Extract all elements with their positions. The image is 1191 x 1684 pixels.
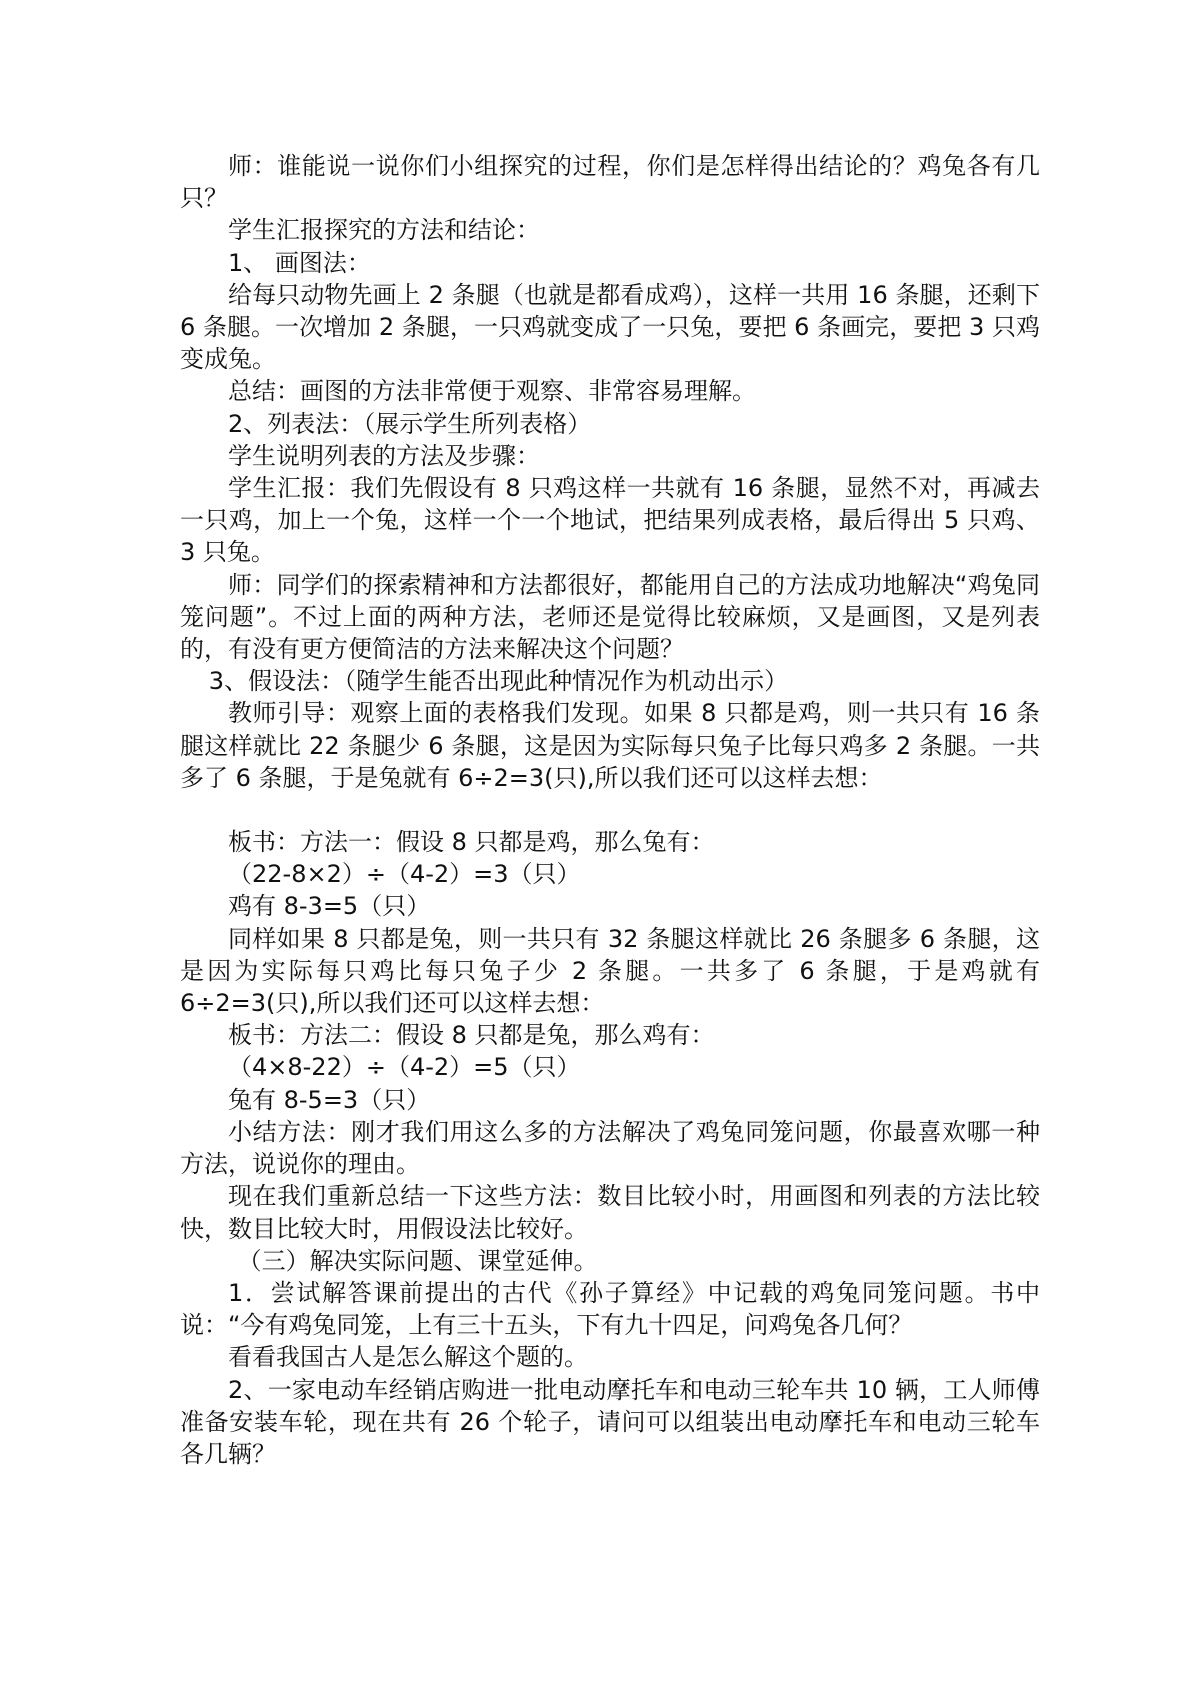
paragraph-rabbit-assumption: 同样如果 8 只都是兔，则一共只有 32 条腿这样就比 26 条腿多 6 条腿，这是因为实际每只鸡比每只兔子少 2 条腿。一共多了 6 条腿，于是鸡就有 6÷2=3(只),所以我们还可以这样去想：: [180, 924, 1040, 1018]
paragraph-student-report: 学生汇报探究的方法和结论：: [228, 216, 540, 245]
paragraph-drawing-summary: 总结：画图的方法非常便于观察、非常容易理解。: [228, 377, 756, 406]
formula-chicken-count: 鸡有 8-3=5（只）: [228, 892, 431, 921]
paragraph-problem-one: 1．尝试解答课前提出的古代《孙子算经》中记载的鸡兔同笼问题。书中说：“今有鸡兔同笼，上有三十五头，下有九十四足，问鸡兔各几何？: [180, 1278, 1040, 1340]
formula-method-one: （22-8×2）÷（4-2）=3（只）: [228, 860, 581, 889]
document-body: [180, 150, 1040, 1470]
paragraph-table-report: 学生汇报：我们先假设有 8 只鸡这样一共就有 16 条腿，显然不对，再减去一只鸡，加上一个兔，这样一个一个地试，把结果列成表格，最后得出 5 只鸡、3 只兔。: [180, 474, 1040, 567]
paragraph-teacher-question: 师：谁能说一说你们小组探究的过程，你们是怎样得出结论的？鸡兔各有几只？: [180, 152, 1040, 213]
paragraph-ancient-solution: 看看我国古人是怎么解这个题的。: [228, 1343, 588, 1372]
board-method-two: 板书：方法二：假设 8 只都是兔，那么鸡有：: [228, 1021, 715, 1050]
paragraph-teacher-guide: 教师引导：观察上面的表格我们发现。如果 8 只都是鸡，则一共只有 16 条腿这样就比 22 条腿少 6 条腿，这是因为实际每只兔子比每只鸡多 2 条腿。一共多了 6 条腿，于是兔就有 6÷2=3(只),所以我们还可以这样去想：: [180, 699, 1040, 792]
heading-drawing-method: 1、 画图法：: [228, 248, 371, 277]
board-method-one: 板书：方法一：假设 8 只都是鸡，那么兔有：: [228, 828, 715, 857]
paragraph-drawing-method: 给每只动物先画上 2 条腿（也就是都看成鸡），这样一共用 16 条腿，还剩下 6 条腿。一次增加 2 条腿，一只鸡就变成了一只兔，要把 6 条画完，要把 3 只鸡变成兔。: [180, 280, 1040, 374]
paragraph-problem-two: 2、一家电动车经销店购进一批电动摩托车和电动三轮车共 10 辆，工人师傅准备安装车轮，现在共有 26 个轮子，请问可以组装出电动摩托车和电动三轮车各几辆？: [180, 1375, 1040, 1468]
paragraph-method-review: 现在我们重新总结一下这些方法：数目比较小时，用画图和列表的方法比较快，数目比较大时，用假设法比较好。: [180, 1182, 1040, 1243]
heading-practical-problems: （三）解决实际问题、课堂延伸。: [237, 1246, 598, 1275]
formula-rabbit-count: 兔有 8-5=3（只）: [228, 1085, 431, 1114]
paragraph-table-steps: 学生说明列表的方法及步骤：: [228, 441, 540, 470]
heading-assumption-method: 3、假设法：（随学生能否出现此种情况作为机动出示）: [208, 667, 789, 696]
heading-table-method: 2、列表法：（展示学生所列表格）: [228, 409, 592, 438]
paragraph-method-summary: 小结方法：刚才我们用这么多的方法解决了鸡兔同笼问题，你最喜欢哪一种方法，说说你的理由。: [180, 1117, 1040, 1179]
formula-method-two: （4×8-22）÷（4-2）=5（只）: [228, 1053, 581, 1082]
paragraph-teacher-comment: 师：同学们的探索精神和方法都很好，都能用自己的方法成功地解决“鸡兔同笼问题”。不过上面的两种方法，老师还是觉得比较麻烦，又是画图，又是列表的，有没有更方便简洁的方法来解决这个问题？: [180, 570, 1040, 664]
